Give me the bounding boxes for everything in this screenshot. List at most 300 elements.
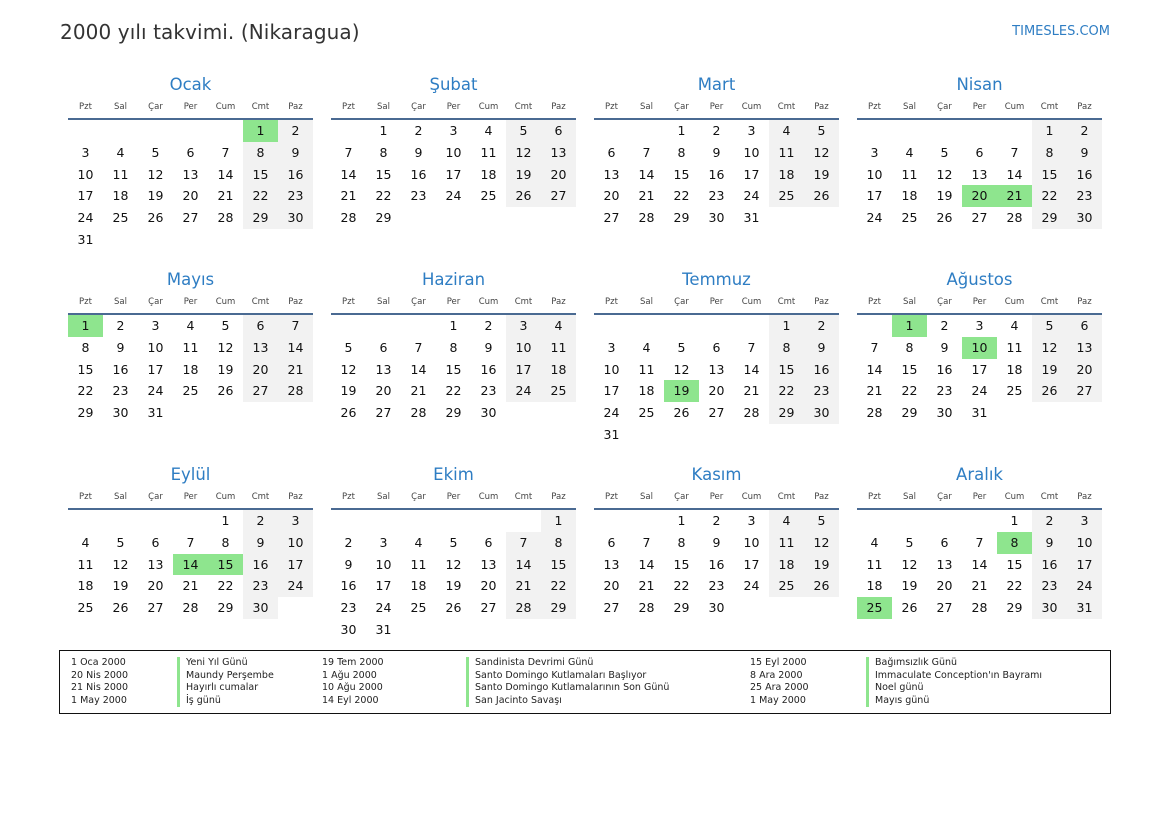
day-cell: 21 <box>638 188 655 204</box>
day-cell: 25 <box>77 600 94 616</box>
day-cell: 23 <box>278 185 313 207</box>
day-cell: 26 <box>936 210 953 226</box>
day-cell: 15 <box>243 164 278 186</box>
day-cell: 3 <box>449 123 458 138</box>
holiday-day-cell: 20 <box>962 185 997 207</box>
day-cell: 25 <box>112 210 129 226</box>
weekday-label: Pzt <box>868 492 881 502</box>
day-cell: 30 <box>708 210 725 226</box>
day-cell: 23 <box>340 600 357 616</box>
legend-holiday-name: Bağımsızlık Günü <box>866 657 1042 670</box>
holiday-day-cell: 14 <box>173 554 208 576</box>
day-cell: 17 <box>77 188 94 204</box>
day-grid <box>68 120 313 251</box>
day-cell: 27 <box>147 600 164 616</box>
legend-holiday-name: Maundy Perşembe <box>177 670 274 683</box>
day-cell: 8 <box>243 142 278 164</box>
empty-cell <box>629 120 664 142</box>
empty-cell <box>734 315 769 337</box>
day-cell: 13 <box>147 556 164 572</box>
weekday-label: Çar <box>411 297 426 307</box>
weekday-label: Per <box>972 492 987 502</box>
months-grid <box>68 74 1102 659</box>
day-cell: 30 <box>340 621 357 637</box>
day-cell: 12 <box>673 361 690 377</box>
day-cell: 19 <box>936 188 953 204</box>
day-cell: 10 <box>506 337 541 359</box>
weekday-label: Paz <box>814 492 829 502</box>
day-cell: 15 <box>673 556 690 572</box>
day-cell: 17 <box>445 166 462 182</box>
day-cell: 3 <box>151 318 160 333</box>
day-cell: 7 <box>344 144 353 160</box>
weekday-label: Cum <box>741 492 762 502</box>
legend-date-column <box>750 657 809 707</box>
day-cell: 28 <box>638 600 655 616</box>
legend-holiday-name: San Jacinto Savaşı <box>466 695 669 708</box>
day-cell: 19 <box>804 554 839 576</box>
weekday-label: Çar <box>674 102 689 112</box>
day-cell: 18 <box>901 188 918 204</box>
day-cell: 16 <box>480 361 497 377</box>
day-cell: 29 <box>1006 600 1023 616</box>
day-cell: 4 <box>484 123 493 138</box>
weekday-label: Paz <box>1077 102 1092 112</box>
weekday-label: Cmt <box>251 102 270 112</box>
day-cell: 5 <box>449 534 458 550</box>
weekday-label: Sal <box>377 492 390 502</box>
legend-date: 1 May 2000 <box>750 694 806 706</box>
empty-cell <box>401 315 436 337</box>
weekday-label: Cum <box>478 297 499 307</box>
day-cell: 1 <box>449 318 458 333</box>
day-cell: 8 <box>677 534 686 550</box>
empty-cell <box>927 120 962 142</box>
day-cell: 23 <box>708 578 725 594</box>
day-cell: 7 <box>506 532 541 554</box>
site-link[interactable]: TIMESLES.COM <box>1012 24 1110 39</box>
day-cell: 22 <box>77 383 94 399</box>
day-cell: 2 <box>278 120 313 142</box>
day-cell: 17 <box>147 361 164 377</box>
day-cell: 11 <box>182 339 199 355</box>
day-cell: 14 <box>1006 166 1023 182</box>
day-cell: 24 <box>506 380 541 402</box>
day-cell: 20 <box>603 578 620 594</box>
day-cell: 10 <box>147 339 164 355</box>
month-name: Aralık <box>956 465 1003 484</box>
holiday-day-cell: 21 <box>997 185 1032 207</box>
day-cell: 4 <box>414 534 423 550</box>
day-cell: 21 <box>971 578 988 594</box>
day-cell: 2 <box>243 510 278 532</box>
day-cell: 4 <box>905 144 914 160</box>
day-cell: 10 <box>375 556 392 572</box>
day-cell: 12 <box>147 166 164 182</box>
day-cell: 17 <box>278 554 313 576</box>
day-cell: 17 <box>866 188 883 204</box>
day-grid <box>68 510 313 619</box>
month-calendar <box>857 74 1102 269</box>
weekday-header <box>331 291 576 315</box>
weekday-header <box>857 96 1102 120</box>
day-cell: 13 <box>480 556 497 572</box>
legend-holiday-name: Sandinista Devrimi Günü <box>466 657 669 670</box>
legend-date: 1 Ağu 2000 <box>322 669 377 681</box>
month-calendar <box>68 74 313 269</box>
weekday-header <box>331 486 576 510</box>
day-cell: 22 <box>769 380 804 402</box>
page-title: 2000 yılı takvimi. (Nikaragua) <box>60 20 360 44</box>
month-name: Eylül <box>170 465 211 484</box>
weekday-header <box>594 291 839 315</box>
day-cell: 27 <box>541 185 576 207</box>
day-cell: 21 <box>340 188 357 204</box>
day-cell: 23 <box>1032 575 1067 597</box>
day-cell: 26 <box>804 185 839 207</box>
day-cell: 23 <box>112 383 129 399</box>
day-cell: 18 <box>638 383 655 399</box>
day-cell: 1 <box>1010 513 1019 528</box>
day-cell: 10 <box>445 144 462 160</box>
weekday-label: Cum <box>478 492 499 502</box>
day-cell: 24 <box>77 210 94 226</box>
weekday-label: Per <box>183 297 198 307</box>
day-cell: 5 <box>116 534 125 550</box>
day-cell: 16 <box>804 359 839 381</box>
day-cell: 25 <box>769 185 804 207</box>
day-grid <box>594 120 839 229</box>
day-cell: 16 <box>936 361 953 377</box>
day-cell: 25 <box>410 600 427 616</box>
weekday-label: Cmt <box>1040 492 1059 502</box>
day-cell: 5 <box>905 534 914 550</box>
legend-holiday-name: Santo Domingo Kutlamalarının Son Günü <box>466 682 669 695</box>
month-calendar <box>594 269 839 464</box>
weekday-label: Sal <box>377 102 390 112</box>
day-cell: 27 <box>603 600 620 616</box>
weekday-label: Sal <box>640 102 653 112</box>
weekday-header <box>68 291 313 315</box>
day-cell: 2 <box>712 123 721 138</box>
day-cell: 27 <box>936 600 953 616</box>
empty-cell <box>594 510 629 532</box>
day-cell: 9 <box>278 142 313 164</box>
day-cell: 13 <box>1067 337 1102 359</box>
day-cell: 4 <box>642 339 651 355</box>
holiday-legend <box>59 650 1111 714</box>
empty-cell <box>68 120 103 142</box>
empty-cell <box>594 120 629 142</box>
weekday-label: Pzt <box>342 492 355 502</box>
day-cell: 26 <box>112 600 129 616</box>
weekday-header <box>857 291 1102 315</box>
month-calendar <box>594 464 839 659</box>
day-cell: 20 <box>480 578 497 594</box>
day-cell: 26 <box>340 405 357 421</box>
day-cell: 20 <box>375 383 392 399</box>
day-cell: 17 <box>506 359 541 381</box>
day-cell: 20 <box>708 383 725 399</box>
day-cell: 14 <box>743 361 760 377</box>
day-cell: 24 <box>743 578 760 594</box>
day-cell: 13 <box>971 166 988 182</box>
day-cell: 22 <box>445 383 462 399</box>
day-cell: 27 <box>375 405 392 421</box>
day-cell: 13 <box>936 556 953 572</box>
day-cell: 18 <box>866 578 883 594</box>
day-cell: 31 <box>603 426 620 442</box>
day-cell: 8 <box>81 339 90 355</box>
empty-cell <box>138 510 173 532</box>
month-name: Ekim <box>433 465 474 484</box>
legend-date-column <box>71 657 128 707</box>
day-cell: 12 <box>506 142 541 164</box>
weekday-label: Per <box>709 102 724 112</box>
empty-cell <box>857 510 892 532</box>
weekday-label: Çar <box>937 102 952 112</box>
day-cell: 9 <box>243 532 278 554</box>
day-cell: 4 <box>116 144 125 160</box>
day-cell: 8 <box>379 144 388 160</box>
day-cell: 26 <box>506 185 541 207</box>
empty-cell <box>664 315 699 337</box>
weekday-label: Cum <box>1004 492 1025 502</box>
day-cell: 18 <box>410 578 427 594</box>
day-cell: 18 <box>1006 361 1023 377</box>
day-cell: 7 <box>642 534 651 550</box>
weekday-label: Çar <box>411 102 426 112</box>
day-cell: 7 <box>747 339 756 355</box>
day-cell: 19 <box>506 164 541 186</box>
day-cell: 3 <box>975 318 984 333</box>
day-cell: 12 <box>217 339 234 355</box>
day-cell: 11 <box>769 532 804 554</box>
day-cell: 6 <box>607 534 616 550</box>
day-cell: 29 <box>673 600 690 616</box>
day-cell: 3 <box>747 123 756 138</box>
weekday-label: Per <box>446 492 461 502</box>
empty-cell <box>962 510 997 532</box>
weekday-label: Paz <box>551 102 566 112</box>
day-cell: 31 <box>971 405 988 421</box>
day-cell: 16 <box>243 554 278 576</box>
day-cell: 26 <box>445 600 462 616</box>
day-cell: 6 <box>186 144 195 160</box>
day-cell: 8 <box>677 144 686 160</box>
weekday-label: Cmt <box>514 492 533 502</box>
weekday-label: Sal <box>114 102 127 112</box>
day-cell: 11 <box>638 361 655 377</box>
day-cell: 9 <box>1067 142 1102 164</box>
day-cell: 18 <box>77 578 94 594</box>
day-cell: 30 <box>1032 597 1067 619</box>
day-cell: 12 <box>1032 337 1067 359</box>
day-cell: 24 <box>866 210 883 226</box>
weekday-label: Paz <box>551 297 566 307</box>
holiday-day-cell: 8 <box>997 532 1032 554</box>
weekday-label: Per <box>446 297 461 307</box>
day-cell: 8 <box>541 532 576 554</box>
day-cell: 6 <box>1067 315 1102 337</box>
day-cell: 7 <box>278 315 313 337</box>
day-cell: 11 <box>480 144 497 160</box>
day-cell: 3 <box>506 315 541 337</box>
empty-cell <box>401 510 436 532</box>
weekday-label: Cum <box>215 297 236 307</box>
day-cell: 28 <box>410 405 427 421</box>
weekday-label: Cmt <box>777 492 796 502</box>
day-cell: 1 <box>221 513 230 528</box>
day-cell: 2 <box>344 534 353 550</box>
day-cell: 29 <box>769 402 804 424</box>
weekday-label: Pzt <box>605 102 618 112</box>
weekday-label: Pzt <box>342 102 355 112</box>
day-cell: 22 <box>217 578 234 594</box>
day-cell: 18 <box>541 359 576 381</box>
day-cell: 11 <box>112 166 129 182</box>
empty-cell <box>366 510 401 532</box>
weekday-label: Cum <box>215 102 236 112</box>
day-cell: 21 <box>866 383 883 399</box>
day-cell: 17 <box>1067 554 1102 576</box>
day-cell: 21 <box>506 575 541 597</box>
day-grid <box>857 120 1102 229</box>
day-cell: 26 <box>1032 380 1067 402</box>
empty-cell <box>892 510 927 532</box>
day-cell: 24 <box>278 575 313 597</box>
day-cell: 31 <box>147 405 164 421</box>
day-cell: 18 <box>769 554 804 576</box>
empty-cell <box>506 510 541 532</box>
day-cell: 31 <box>1067 597 1102 619</box>
empty-cell <box>208 120 243 142</box>
day-cell: 16 <box>1067 164 1102 186</box>
weekday-label: Sal <box>903 297 916 307</box>
empty-cell <box>594 315 629 337</box>
weekday-header <box>594 96 839 120</box>
day-cell: 27 <box>971 210 988 226</box>
weekday-label: Paz <box>814 102 829 112</box>
weekday-label: Çar <box>148 297 163 307</box>
day-cell: 29 <box>375 210 392 226</box>
day-cell: 7 <box>1010 144 1019 160</box>
day-cell: 6 <box>484 534 493 550</box>
holiday-day-cell: 10 <box>962 337 997 359</box>
day-cell: 30 <box>480 405 497 421</box>
day-cell: 17 <box>743 166 760 182</box>
day-cell: 11 <box>1006 339 1023 355</box>
empty-cell <box>173 510 208 532</box>
weekday-label: Cmt <box>777 102 796 112</box>
weekday-label: Çar <box>148 102 163 112</box>
month-calendar <box>857 269 1102 464</box>
month-name: Temmuz <box>682 270 751 289</box>
weekday-label: Paz <box>1077 492 1092 502</box>
weekday-label: Paz <box>288 297 303 307</box>
empty-cell <box>962 120 997 142</box>
day-cell: 29 <box>541 597 576 619</box>
month-calendar <box>331 464 576 659</box>
weekday-label: Pzt <box>868 297 881 307</box>
day-cell: 10 <box>743 534 760 550</box>
legend-holiday-name: Noel günü <box>866 682 1042 695</box>
day-cell: 29 <box>243 207 278 229</box>
weekday-label: Çar <box>411 492 426 502</box>
day-cell: 2 <box>414 123 423 138</box>
weekday-label: Paz <box>288 102 303 112</box>
day-cell: 4 <box>769 120 804 142</box>
weekday-label: Cmt <box>514 297 533 307</box>
day-cell: 9 <box>804 337 839 359</box>
empty-cell <box>857 315 892 337</box>
weekday-label: Cum <box>1004 102 1025 112</box>
weekday-header <box>331 96 576 120</box>
weekday-label: Cmt <box>514 102 533 112</box>
weekday-label: Çar <box>674 297 689 307</box>
day-cell: 25 <box>1006 383 1023 399</box>
day-cell: 17 <box>375 578 392 594</box>
day-cell: 2 <box>484 318 493 333</box>
empty-cell <box>857 120 892 142</box>
day-cell: 5 <box>1032 315 1067 337</box>
legend-holiday-name: Santo Domingo Kutlamaları Başlıyor <box>466 670 669 683</box>
day-cell: 15 <box>901 361 918 377</box>
day-cell: 2 <box>1032 510 1067 532</box>
day-cell: 13 <box>708 361 725 377</box>
weekday-label: Cmt <box>777 297 796 307</box>
day-cell: 27 <box>480 600 497 616</box>
day-cell: 30 <box>936 405 953 421</box>
day-cell: 14 <box>278 337 313 359</box>
day-cell: 5 <box>677 339 686 355</box>
day-cell: 19 <box>804 164 839 186</box>
day-cell: 31 <box>743 210 760 226</box>
day-cell: 15 <box>769 359 804 381</box>
empty-cell <box>699 315 734 337</box>
day-cell: 14 <box>638 166 655 182</box>
day-cell: 29 <box>901 405 918 421</box>
empty-cell <box>471 510 506 532</box>
empty-cell <box>436 510 471 532</box>
weekday-label: Cmt <box>1040 297 1059 307</box>
weekday-label: Cum <box>215 492 236 502</box>
empty-cell <box>366 315 401 337</box>
day-cell: 5 <box>506 120 541 142</box>
day-cell: 21 <box>638 578 655 594</box>
weekday-label: Pzt <box>868 102 881 112</box>
day-cell: 14 <box>340 166 357 182</box>
day-cell: 11 <box>77 556 94 572</box>
day-cell: 23 <box>480 383 497 399</box>
day-cell: 6 <box>379 339 388 355</box>
day-cell: 28 <box>278 380 313 402</box>
day-cell: 9 <box>712 534 721 550</box>
empty-cell <box>103 510 138 532</box>
day-cell: 4 <box>870 534 879 550</box>
day-cell: 12 <box>936 166 953 182</box>
day-cell: 2 <box>804 315 839 337</box>
day-cell: 13 <box>375 361 392 377</box>
weekday-label: Paz <box>551 492 566 502</box>
day-cell: 24 <box>1067 575 1102 597</box>
day-cell: 17 <box>743 556 760 572</box>
day-cell: 28 <box>506 597 541 619</box>
weekday-label: Per <box>183 492 198 502</box>
weekday-header <box>857 486 1102 510</box>
weekday-label: Paz <box>288 492 303 502</box>
day-cell: 16 <box>410 166 427 182</box>
